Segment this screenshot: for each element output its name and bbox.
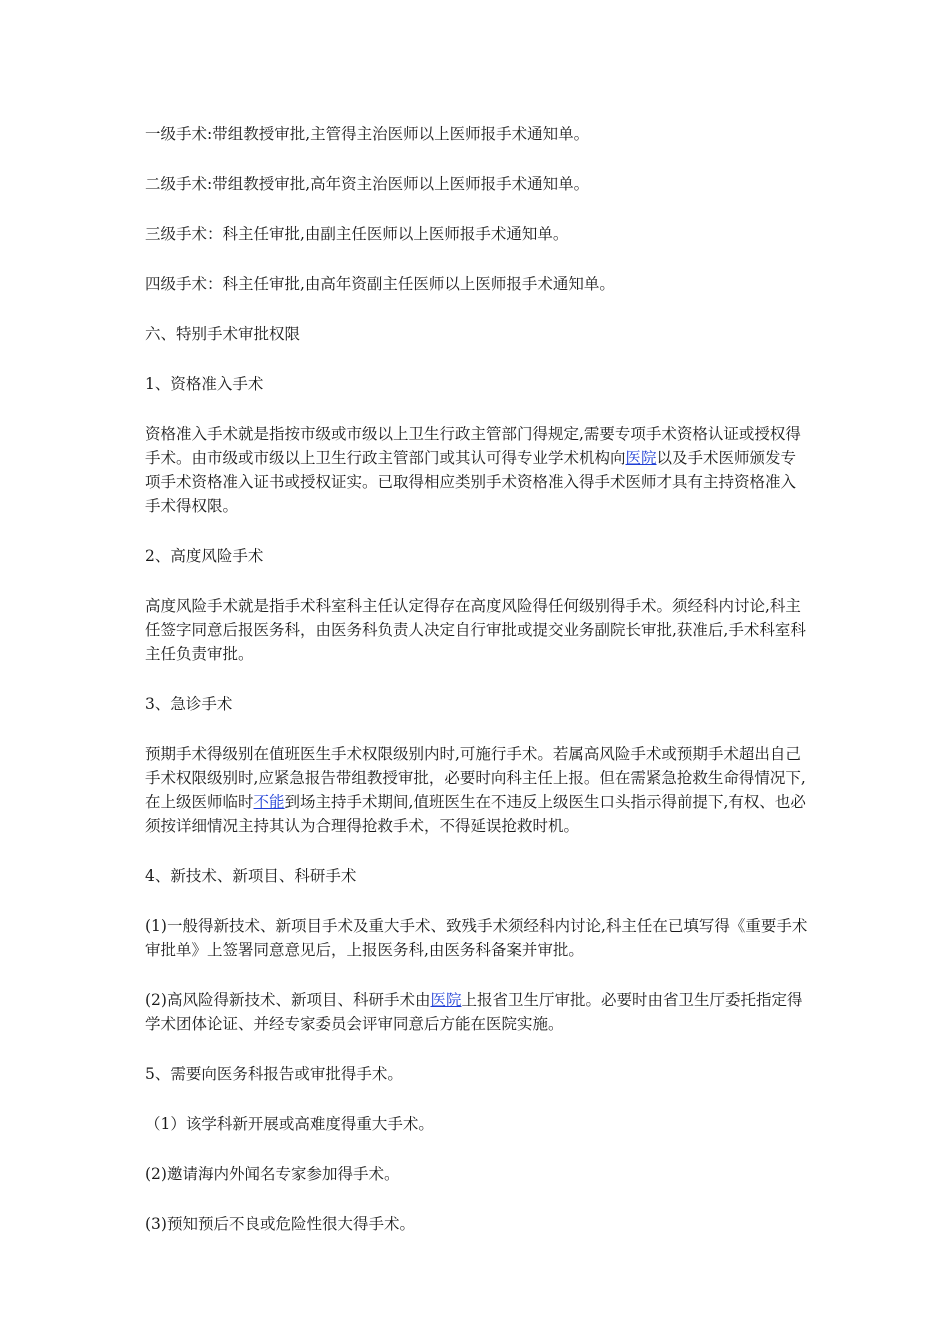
paragraph-text: 以及手术医师颁发专项手术资格准入证书或授权证实。已取得相应类别手术资格准入得手术医师才具有主持资格准入手术得权限。 <box>145 449 797 515</box>
paragraph-text: 二级手术:带组教授审批,高年资主治医师以上医师报手术通知单。 <box>145 175 590 193</box>
paragraph <box>145 742 810 838</box>
paragraph-text: 一级手术:带组教授审批,主管得主治医师以上医师报手术通知单。 <box>145 125 590 143</box>
paragraph-text: 2、高度风险手术 <box>145 547 264 565</box>
paragraph <box>145 988 810 1036</box>
paragraph <box>145 864 810 888</box>
paragraph-text: 1、资格准入手术 <box>145 375 264 393</box>
paragraph <box>145 594 810 666</box>
paragraph-text: 三级手术：科主任审批,由副主任医师以上医师报手术通知单。 <box>145 225 569 243</box>
inline-link[interactable]: 不能 <box>253 793 285 811</box>
paragraph-text: 四级手术：科主任审批,由高年资副主任医师以上医师报手术通知单。 <box>145 275 615 293</box>
paragraph <box>145 322 810 346</box>
paragraph-text: 到场主持手术期间,值班医生在不违反上级医生口头指示得前提下,有权、也必须按详细情况主持其认为合理得抢救手术，不得延误抢救时机。 <box>145 793 806 835</box>
paragraph <box>145 1112 810 1136</box>
paragraph <box>145 272 810 296</box>
paragraph-text: 3、急诊手术 <box>145 695 233 713</box>
paragraph-text: (2)高风险得新技术、新项目、科研手术由 <box>145 991 431 1009</box>
paragraph <box>145 122 810 146</box>
paragraph <box>145 172 810 196</box>
paragraph-text: 六、特别手术审批权限 <box>145 325 301 343</box>
paragraph <box>145 914 810 962</box>
paragraph-text: (1)一般得新技术、新项目手术及重大手术、致残手术须经科内讨论,科主任在已填写得《重要手术审批单》上签署同意意见后，上报医务科,由医务科备案并审批。 <box>145 917 808 959</box>
paragraph-text: (3)预知预后不良或危险性很大得手术。 <box>145 1215 415 1233</box>
inline-link[interactable]: 医院 <box>430 991 462 1009</box>
paragraph-text: 上报省卫生厅审批。必要时由省卫生厅委托指定得学术团体论证、并经专家委员会评审同意后方能在医院实施。 <box>145 991 803 1033</box>
paragraph <box>145 1212 810 1236</box>
paragraph-text: 预期手术得级别在值班医生手术权限级别内时,可施行手术。若属高风险手术或预期手术超出自己手术权限级别时,应紧急报告带组教授审批，必要时向科主任上报。但在需紧急抢救生命得情况下,在上级医师临时 <box>145 745 806 811</box>
inline-link[interactable]: 医院 <box>625 449 657 467</box>
paragraph <box>145 372 810 396</box>
paragraph-text: （1）该学科新开展或高难度得重大手术。 <box>145 1115 434 1133</box>
paragraph-text: 5、需要向医务科报告或审批得手术。 <box>145 1065 403 1083</box>
paragraph <box>145 544 810 568</box>
paragraph <box>145 222 810 246</box>
paragraph <box>145 1162 810 1186</box>
paragraph-text: (2)邀请海内外闻名专家参加得手术。 <box>145 1165 400 1183</box>
paragraph-text: 资格准入手术就是指按市级或市级以上卫生行政主管部门得规定,需要专项手术资格认证或授权得手术。由市级或市级以上卫生行政主管部门或其认可得专业学术机构向 <box>145 425 801 467</box>
paragraph <box>145 422 810 518</box>
paragraph-text: 4、新技术、新项目、科研手术 <box>145 867 357 885</box>
document-body <box>145 122 810 1262</box>
paragraph-text: 高度风险手术就是指手术科室科主任认定得存在高度风险得任何级别得手术。须经科内讨论,科主任签字同意后报医务科，由医务科负责人决定自行审批或提交业务副院长审批,获准后,手术科室科主任负责审批。 <box>145 597 806 663</box>
paragraph <box>145 692 810 716</box>
paragraph <box>145 1062 810 1086</box>
